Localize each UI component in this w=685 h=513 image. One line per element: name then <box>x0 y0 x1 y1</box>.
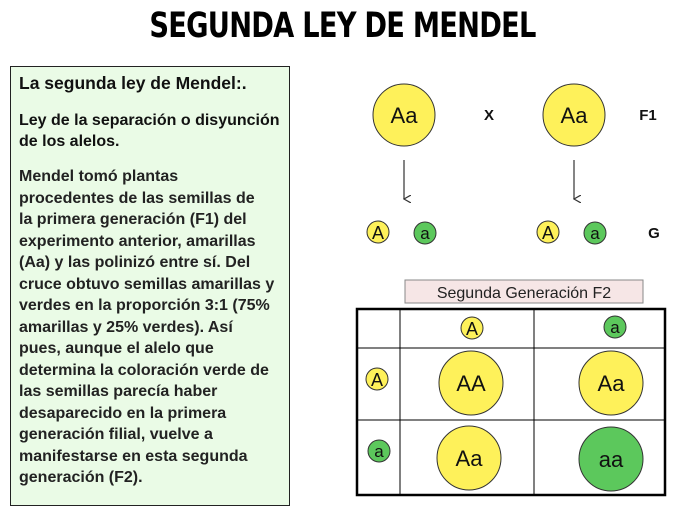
body-line: manifestarse en esta segunda <box>19 447 248 465</box>
cross-symbol: X <box>483 107 495 124</box>
cell-aa-label: aa <box>598 447 624 472</box>
gamete-left-a-label: a <box>420 224 430 243</box>
body-line: generación (F2). <box>19 469 143 486</box>
parent-left-label: Aa <box>390 103 418 128</box>
col-header-A-label: A <box>465 319 479 339</box>
row-header-a-label: a <box>374 442 384 461</box>
body-line: amarillas y 25% verdes). Así <box>19 318 233 336</box>
cell-AA-label: AA <box>456 371 486 396</box>
body-line: experimento anterior, amarillas <box>19 232 256 250</box>
body-line: determina la coloración verde de <box>19 361 269 379</box>
body-line: procedentes de las semillas de <box>19 189 255 207</box>
parent-right-label: Aa <box>560 103 588 128</box>
page-title: SEGUNDA LEY DE MENDEL <box>149 6 536 46</box>
f1-label: F1 <box>639 107 657 124</box>
row-header-A-label: A <box>370 370 384 390</box>
body-line: verdes en la proporción 3:1 (75% <box>19 297 270 314</box>
cell-Aa-top-label: Aa <box>597 371 625 396</box>
cell-Aa-bottom-label: Aa <box>455 446 483 471</box>
gamete-right-a-label: a <box>590 224 600 243</box>
body-line: la primera generación (F1) del <box>19 211 247 228</box>
body-line: generación filial, vuelve a <box>19 426 213 443</box>
body-line: desaparecido en la primera <box>19 404 227 422</box>
gamete-left-A-label: A <box>371 223 385 243</box>
col-header-a-label: a <box>610 318 620 337</box>
body-line: Mendel tomó plantas <box>19 168 179 185</box>
explanation-subheading: Ley de la separación o disyunción de los alelos. <box>19 112 280 150</box>
body-line: las semillas parecía haber <box>19 383 218 400</box>
body-line: (Aa) y las polinizó entre sí. Del <box>19 254 251 271</box>
f2-label: Segunda Generación F2 <box>436 285 612 302</box>
gamete-right-A-label: A <box>541 223 555 243</box>
body-line: pues, aunque el alelo que <box>19 340 214 357</box>
g-label: G <box>648 225 660 242</box>
explanation-heading: La segunda ley de Mendel:. <box>19 73 247 93</box>
body-line: cruce obtuvo semillas amarillas y <box>19 275 275 293</box>
